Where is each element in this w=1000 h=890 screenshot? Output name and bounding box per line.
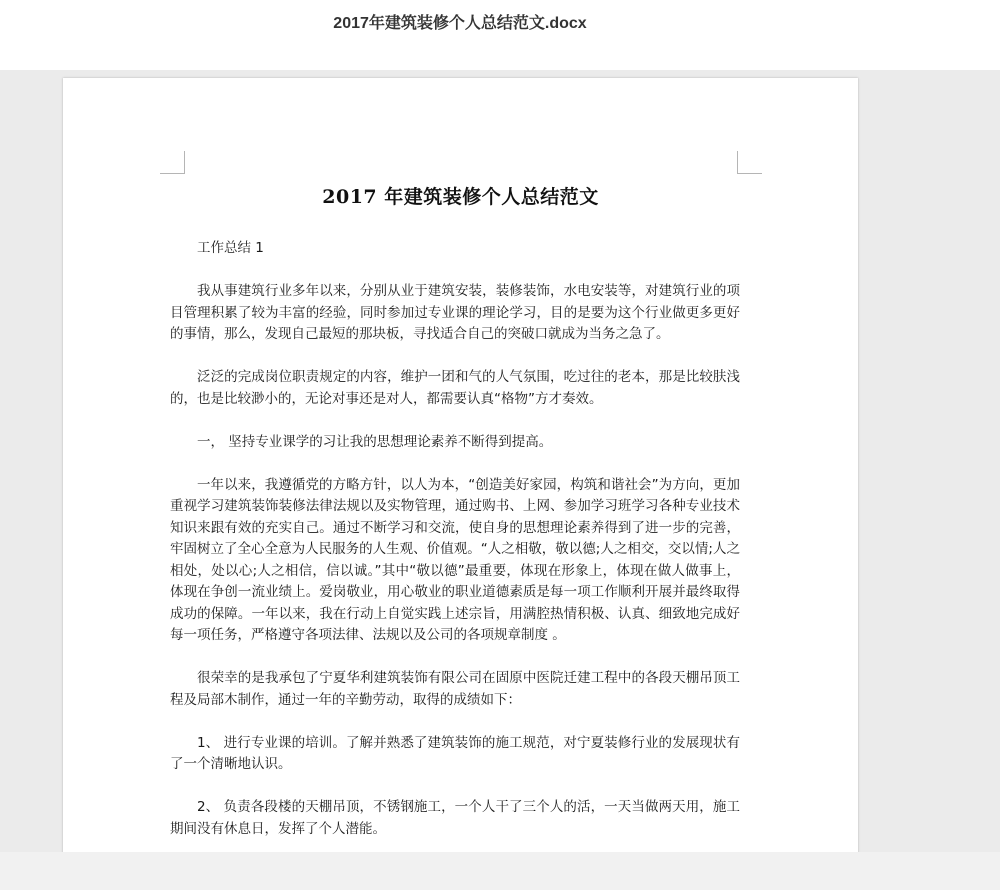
title-bar	[0, 0, 1000, 70]
paragraph: 很荣幸的是我承包了宁夏华利建筑装饰有限公司在固原中医院迁建工程中的各段天棚吊顶工程及局部木制作，通过一年的辛勤劳动，取得的成绩如下：	[170, 670, 740, 708]
margin-corner-mark-top-left	[160, 151, 185, 174]
paragraph: 我从事建筑行业多年以来，分别从业于建筑安装，装修装饰，水电安装等，对建筑行业的项目管理积累了较为丰富的经验，同时参加过专业课的理论学习，目的是要为这个行业做更多更好的事情，那么，发现自己最短的那块板，寻找适合自己的突破口就成为当务之急了。	[170, 283, 740, 342]
paragraph: 1、 进行专业课的培训。了解并熟悉了建筑装饰的施工规范，对宁夏装修行业的发展现状有了一个清晰地认识。	[170, 734, 740, 772]
margin-corner-mark-top-right	[737, 151, 762, 174]
document-title: 2017 年建筑装修个人总结范文	[322, 186, 599, 208]
bottom-bar	[0, 852, 1000, 890]
paragraph: 泛泛的完成岗位职责规定的内容，维护一团和气的人气氛围，吃过往的老本，那是比较肤浅的，也是比较渺小的，无论对事还是对人，都需要认真“格物”方才奏效。	[170, 369, 740, 407]
paragraph: 一， 坚持专业课学的习让我的思想理论素养不断得到提高。	[197, 433, 553, 450]
document-viewer[interactable]	[0, 70, 1000, 852]
paragraph: 一年以来，我遵循党的方略方针，以人为本，“创造美好家园，构筑和谐社会”为方向，更加重视学习建筑装饰装修法律法规以及实物管理，通过购书、上网、参加学习班学习各种专业技术知识来跟有效的充实自己。通过不断学习和交流，使自身的思想理论素养得到了进一步的完善，牢固树立了全心全意为人民服务的人生观、价值观。“人之相敬，敬以德;人之相交，交以情;人之相处，处以心;人之相信，信以诚。”其中“敬以德”最重要，体现在形象上，体现在做人做事上，体现在争创一流业绩上。爱岗敬业，用心敬业的职业道德素质是每一项工作顺利开展并最终取得成功的保障。一年以来，我在行动上自觉实践上述宗旨，用满腔热情积极、认真、细致地完成好每一项任务，严格遵守各项法律、法规以及公司的各项规章制度 。	[170, 476, 740, 643]
paragraph: 工作总结 1	[197, 240, 264, 256]
file-title: 2017年建筑装修个人总结范文.docx	[333, 15, 587, 32]
document-page	[63, 78, 858, 852]
document-body	[170, 238, 740, 852]
paragraph: 2、 负责各段楼的天棚吊顶，不锈钢施工，一个人干了三个人的活，一天当做两天用，施工期间没有休息日，发挥了个人潜能。	[170, 799, 740, 837]
